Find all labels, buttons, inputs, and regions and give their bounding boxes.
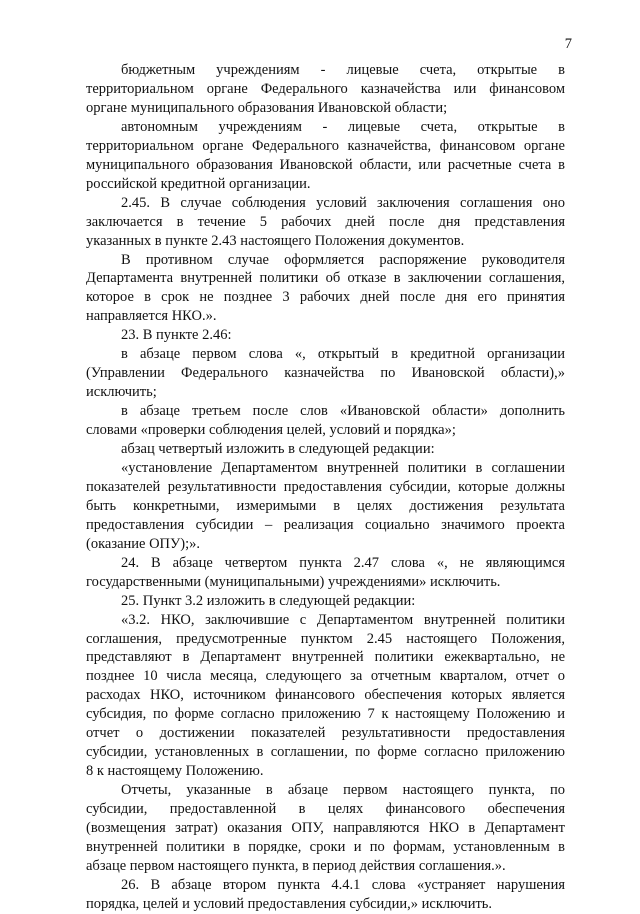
text-line: 23. В пункте 2.46: xyxy=(121,327,232,344)
text-line: органе муниципального образования Ивановской области; xyxy=(86,99,448,116)
text-line: быть конкретными, измеримыми в целях достижения результата xyxy=(86,497,565,514)
text-line: (возмещения затрат) оказания ОПУ, направляются НКО в Департамент xyxy=(86,820,565,836)
text-line: расходах НКО, источником финансового обеспечения которых является xyxy=(86,687,565,704)
text-line: бюджетным учреждениям - лицевые счета, открытые в xyxy=(121,62,565,78)
text-line: представляют в Департамент внутренней политики ежеквартально, не xyxy=(86,649,565,666)
text-line: российской кредитной организации. xyxy=(86,175,311,192)
text-line: «установление Департаментом внутренней политики в соглашении xyxy=(121,459,565,476)
text-line: (Управлении Федерального казначейства по Ивановской области),» xyxy=(86,365,565,382)
text-line: исключить; xyxy=(86,384,157,401)
text-line: словами «проверки соблюдения целей, условий и порядка»; xyxy=(86,422,456,439)
text-line: субсидия, по форме согласно приложению 7 к настоящему Положению и xyxy=(86,706,565,723)
text-line: 26. В абзаце втором пункта 4.4.1 слова «устраняет нарушения xyxy=(121,876,565,893)
text-line: 8 к настоящему Положению. xyxy=(86,763,264,780)
text-line: направляется НКО.». xyxy=(86,308,217,325)
text-line: В противном случае оформляется распоряжение руководителя xyxy=(121,251,565,268)
text-line: позднее 10 числа месяца, следующего за отчетным кварталом, отчет о xyxy=(86,668,565,685)
text-line: указанных в пункте 2.43 настоящего Положения документов. xyxy=(86,232,465,249)
text-line: субсидии, предоставленной в целях финансового обеспечения xyxy=(86,801,565,817)
text-line: автономным учреждениям - лицевые счета, открытые в xyxy=(121,118,565,135)
text-line: «3.2. НКО, заключившие с Департаментом внутренней политики xyxy=(121,611,565,628)
text-line: внутренней политики в порядке, сроки и по формам, установленным в xyxy=(86,838,565,855)
text-line: субсидии, установленных в соглашении, по форме согласно приложению xyxy=(86,744,565,761)
text-line: абзац четвертый изложить в следующей редакции: xyxy=(121,441,435,457)
text-line: которое в срок не позднее 3 рабочих дней после дня его принятия xyxy=(86,289,565,306)
text-line: соглашения, предусмотренные пунктом 2.45 настоящего Положения, xyxy=(86,630,565,647)
text-line: государственными (муниципальными) учреждениями» исключить. xyxy=(86,573,501,590)
text-line: абзаце первом настоящего пункта, в период действия соглашения.». xyxy=(86,857,506,874)
text-line: территориальном органе Федерального казначейства или финансовом xyxy=(86,81,565,97)
text-line: муниципального образования Ивановской области, или расчетные счета в xyxy=(86,156,565,173)
text-line: в абзаце третьем после слов «Ивановской области» дополнить xyxy=(121,403,565,420)
text-line: порядка, целей и условий предоставления субсидии,» исключить. xyxy=(86,895,493,912)
text-line: Департамента внутренней политики об отказе в заключении соглашения, xyxy=(86,270,565,287)
text-line: показателей результативности предоставления субсидии, которые должны xyxy=(86,478,565,495)
text-line: отчет о достижении показателей результативности предоставления xyxy=(86,725,565,742)
text-line: заключается в течение 5 рабочих дней после дня представления xyxy=(86,213,565,230)
text-line: (оказание ОПУ);». xyxy=(86,535,201,552)
page-number: 7 xyxy=(564,36,572,52)
text-line: в абзаце первом слова «, открытый в кредитной организации xyxy=(121,346,565,363)
text-line: 24. В абзаце четвертом пункта 2.47 слова «, не являющимся xyxy=(121,554,565,571)
text-line: 2.45. В случае соблюдения условий заключения соглашения оно xyxy=(121,194,565,211)
text-line: Отчеты, указанные в абзаце первом настоящего пункта, по xyxy=(121,782,565,799)
text-line: 25. Пункт 3.2 изложить в следующей редакции: xyxy=(121,592,416,609)
text-line: территориальном органе Федерального казначейства, финансовом органе xyxy=(86,137,565,154)
text-line: предоставления субсидии – реализация социально значимого проекта xyxy=(86,516,565,533)
